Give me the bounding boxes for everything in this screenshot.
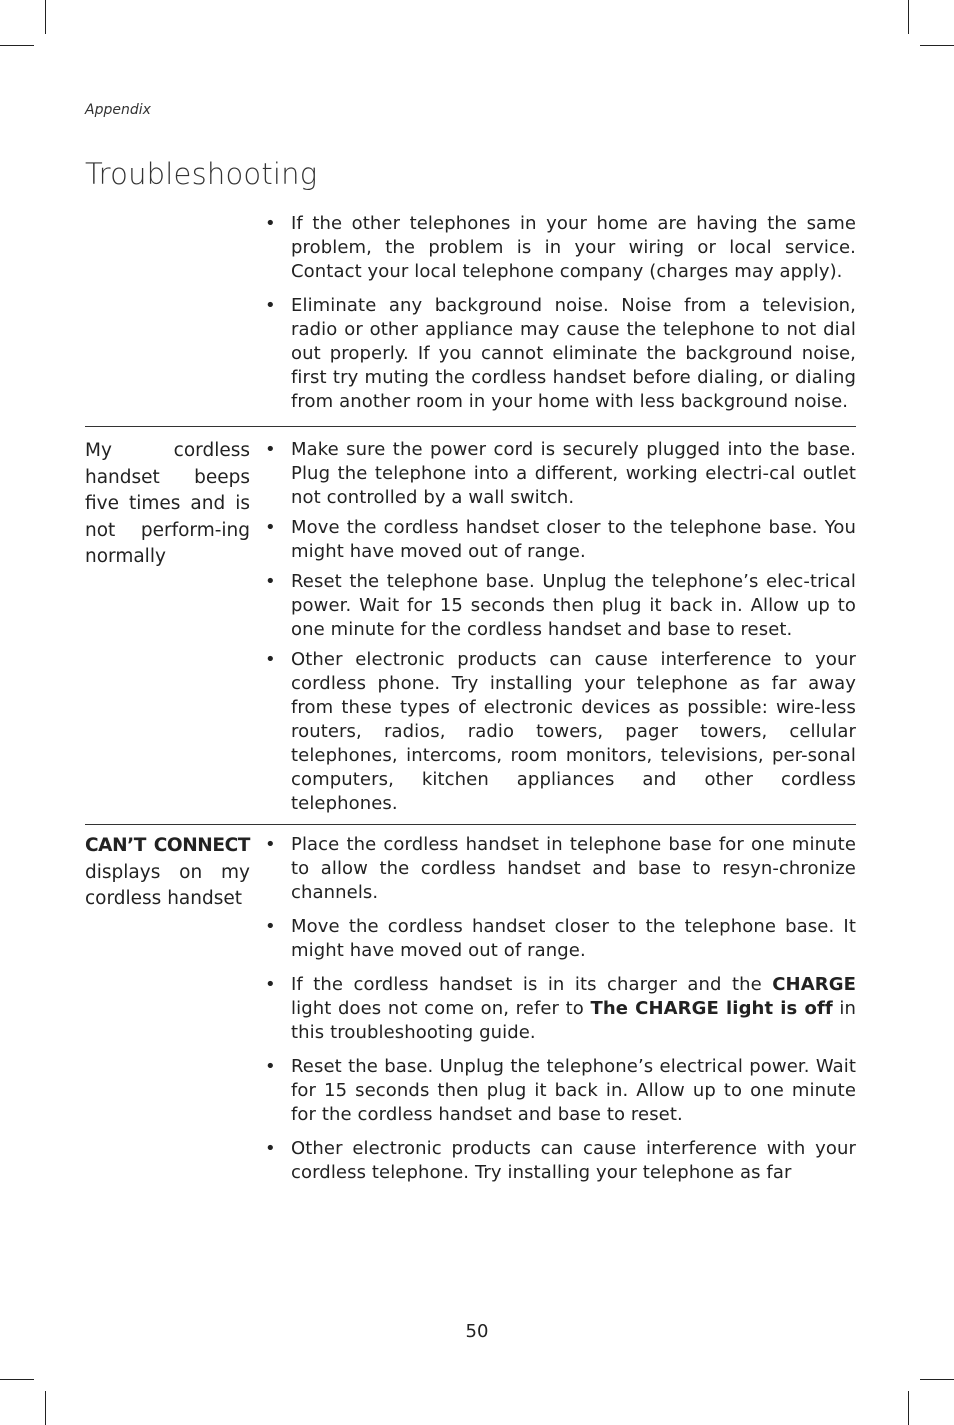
problem-cell — [85, 833, 250, 1185]
list-item-text: in this troubleshooting guide. — [291, 998, 856, 1043]
crop-mark — [908, 0, 909, 34]
page-number: 50 — [465, 1321, 489, 1342]
list-item-text: light does not come on, refer to — [291, 998, 591, 1019]
crop-mark — [0, 45, 34, 46]
crop-mark — [920, 1379, 954, 1380]
list-item: • Reset the base. Unplug the telephone’s electrical power. Wait for 15 seconds then plug it back in. Allow up to one minute for the cordless handset and base to reset. — [264, 1055, 856, 1127]
crop-mark — [0, 1379, 34, 1380]
problem-display-message: CAN’T CONNECT — [85, 835, 250, 856]
crop-mark — [920, 45, 954, 46]
table-row — [85, 426, 856, 824]
list-item: • If the other telephones in your home are having the same problem, the problem is in your wiring or local service. Contact your local telephone company (charges may apply). — [264, 212, 856, 284]
solution-list — [264, 212, 856, 414]
section-label: Appendix — [85, 102, 151, 118]
table-row — [85, 824, 856, 1185]
problem-cell: My cordless handset beeps five times and is not perform-ing normally — [85, 440, 250, 567]
list-item: • Other electronic products can cause interference to your cordless phone. Try installing your telephone as far away from these types of electronic devices as possible: wire-less routers, radios, radio towers, pager towers, cellular telephones, intercoms, room monitors, televisions, per-sonal computers, kitchen appliances and other cordless telephones. — [264, 648, 856, 816]
problem-cell — [85, 212, 250, 414]
list-item: • Eliminate any background noise. Noise from a television, radio or other appliance may cause the telephone to not dial out properly. If you cannot eliminate the background noise, first try muting the cordless handset before dialing, or dialing from another room in your home with less background noise. — [264, 294, 856, 414]
crop-mark — [45, 0, 46, 34]
solution-list — [264, 833, 856, 1185]
table-row — [85, 210, 856, 426]
charge-label: CHARGE — [772, 974, 856, 995]
list-item-text: If the cordless handset is in its charger and the — [291, 974, 773, 995]
list-item: • Move the cordless handset closer to the telephone base. It might have moved out of range. — [264, 915, 856, 963]
list-item: • Reset the telephone base. Unplug the telephone’s elec-trical power. Wait for 15 seconds then plug it back in. Allow up to one minute for the cordless handset and base to reset. — [264, 570, 856, 642]
troubleshooting-table — [85, 210, 856, 1185]
crop-mark — [908, 1391, 909, 1425]
list-item: • Place the cordless handset in telephone base for one minute to allow the cordless handset and base to resyn-chronize channels. — [264, 833, 856, 905]
list-item: • Move the cordless handset closer to the telephone base. You might have moved out of range. — [264, 516, 856, 564]
list-item: • Make sure the power cord is securely plugged into the base. Plug the telephone into a different, working electri-cal outlet not controlled by a wall switch. — [264, 438, 856, 510]
list-item — [264, 973, 856, 1045]
list-item: • Other electronic products can cause interference with your cordless telephone. Try installing your telephone as far — [264, 1137, 856, 1185]
crop-mark — [45, 1391, 46, 1425]
page-title: Troubleshooting — [85, 157, 318, 191]
solution-list — [264, 438, 856, 816]
cross-reference: The CHARGE light is off — [590, 998, 833, 1019]
problem-text: displays on my cordless handset — [85, 861, 250, 909]
